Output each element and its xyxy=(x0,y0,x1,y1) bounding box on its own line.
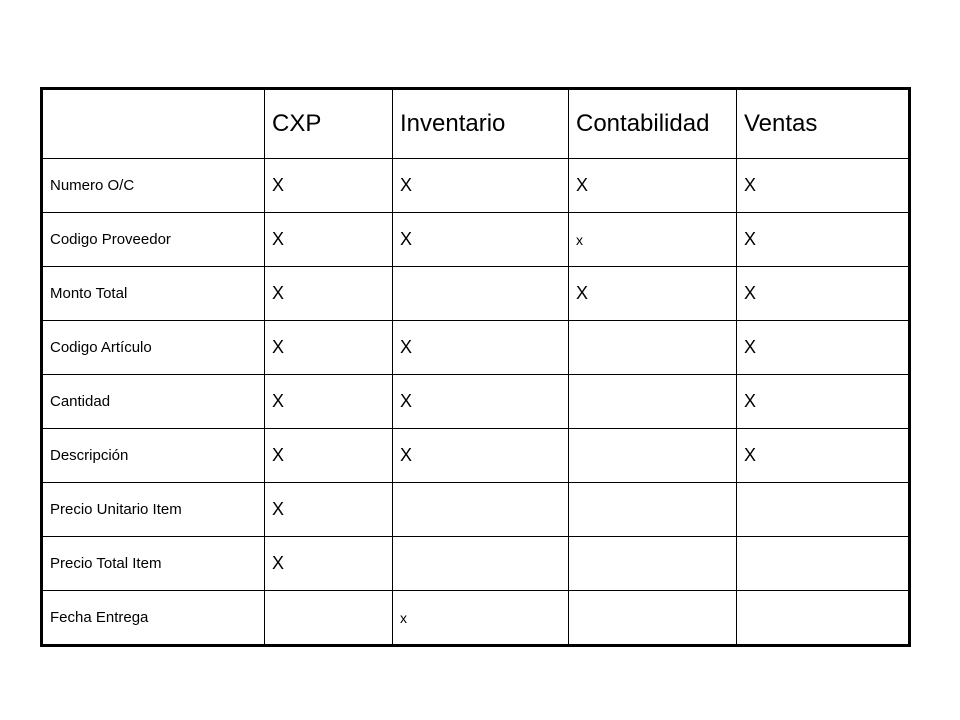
cell-ventas: X xyxy=(737,267,910,321)
cell-contabilidad xyxy=(569,429,737,483)
cell-cxp: X xyxy=(265,321,393,375)
cell-cxp: X xyxy=(265,267,393,321)
cell-contabilidad xyxy=(569,537,737,591)
cell-cxp: X xyxy=(265,375,393,429)
cell-contabilidad xyxy=(569,375,737,429)
cell-ventas xyxy=(737,591,910,646)
cell-inventario: X xyxy=(393,375,569,429)
table-row xyxy=(42,483,910,537)
table-row xyxy=(42,213,910,267)
data-attributes-matrix xyxy=(40,87,911,647)
cell-inventario: x xyxy=(393,591,569,646)
cell-contabilidad: X xyxy=(569,267,737,321)
cell-contabilidad: x xyxy=(569,213,737,267)
cell-inventario: X xyxy=(393,429,569,483)
cell-ventas: X xyxy=(737,213,910,267)
header-corner-cell xyxy=(42,89,265,159)
cell-ventas: X xyxy=(737,159,910,213)
table-row xyxy=(42,429,910,483)
table-row xyxy=(42,321,910,375)
row-label: Monto Total xyxy=(42,267,265,321)
cell-cxp: X xyxy=(265,159,393,213)
row-label: Numero O/C xyxy=(42,159,265,213)
cell-ventas: X xyxy=(737,429,910,483)
cell-ventas xyxy=(737,537,910,591)
cell-inventario xyxy=(393,537,569,591)
cell-contabilidad: X xyxy=(569,159,737,213)
header-inventario: Inventario xyxy=(393,89,569,159)
cell-cxp: X xyxy=(265,537,393,591)
cell-cxp: X xyxy=(265,483,393,537)
row-label: Precio Total Item xyxy=(42,537,265,591)
table-row xyxy=(42,591,910,646)
row-label: Precio Unitario Item xyxy=(42,483,265,537)
cell-ventas: X xyxy=(737,375,910,429)
table-row xyxy=(42,537,910,591)
row-label: Codigo Proveedor xyxy=(42,213,265,267)
table-row xyxy=(42,267,910,321)
cell-inventario: X xyxy=(393,321,569,375)
row-label: Cantidad xyxy=(42,375,265,429)
cell-cxp: X xyxy=(265,429,393,483)
cell-cxp xyxy=(265,591,393,646)
cell-cxp: X xyxy=(265,213,393,267)
row-label: Fecha Entrega xyxy=(42,591,265,646)
cell-inventario xyxy=(393,267,569,321)
cell-inventario: X xyxy=(393,213,569,267)
table-row xyxy=(42,375,910,429)
row-label: Descripción xyxy=(42,429,265,483)
header-row xyxy=(42,89,910,159)
header-cxp: CXP xyxy=(265,89,393,159)
cell-contabilidad xyxy=(569,483,737,537)
row-label: Codigo Artículo xyxy=(42,321,265,375)
cell-contabilidad xyxy=(569,591,737,646)
cell-ventas xyxy=(737,483,910,537)
header-ventas: Ventas xyxy=(737,89,910,159)
table-row xyxy=(42,159,910,213)
cell-contabilidad xyxy=(569,321,737,375)
cell-ventas: X xyxy=(737,321,910,375)
cell-inventario xyxy=(393,483,569,537)
cell-inventario: X xyxy=(393,159,569,213)
header-contabilidad: Contabilidad xyxy=(569,89,737,159)
